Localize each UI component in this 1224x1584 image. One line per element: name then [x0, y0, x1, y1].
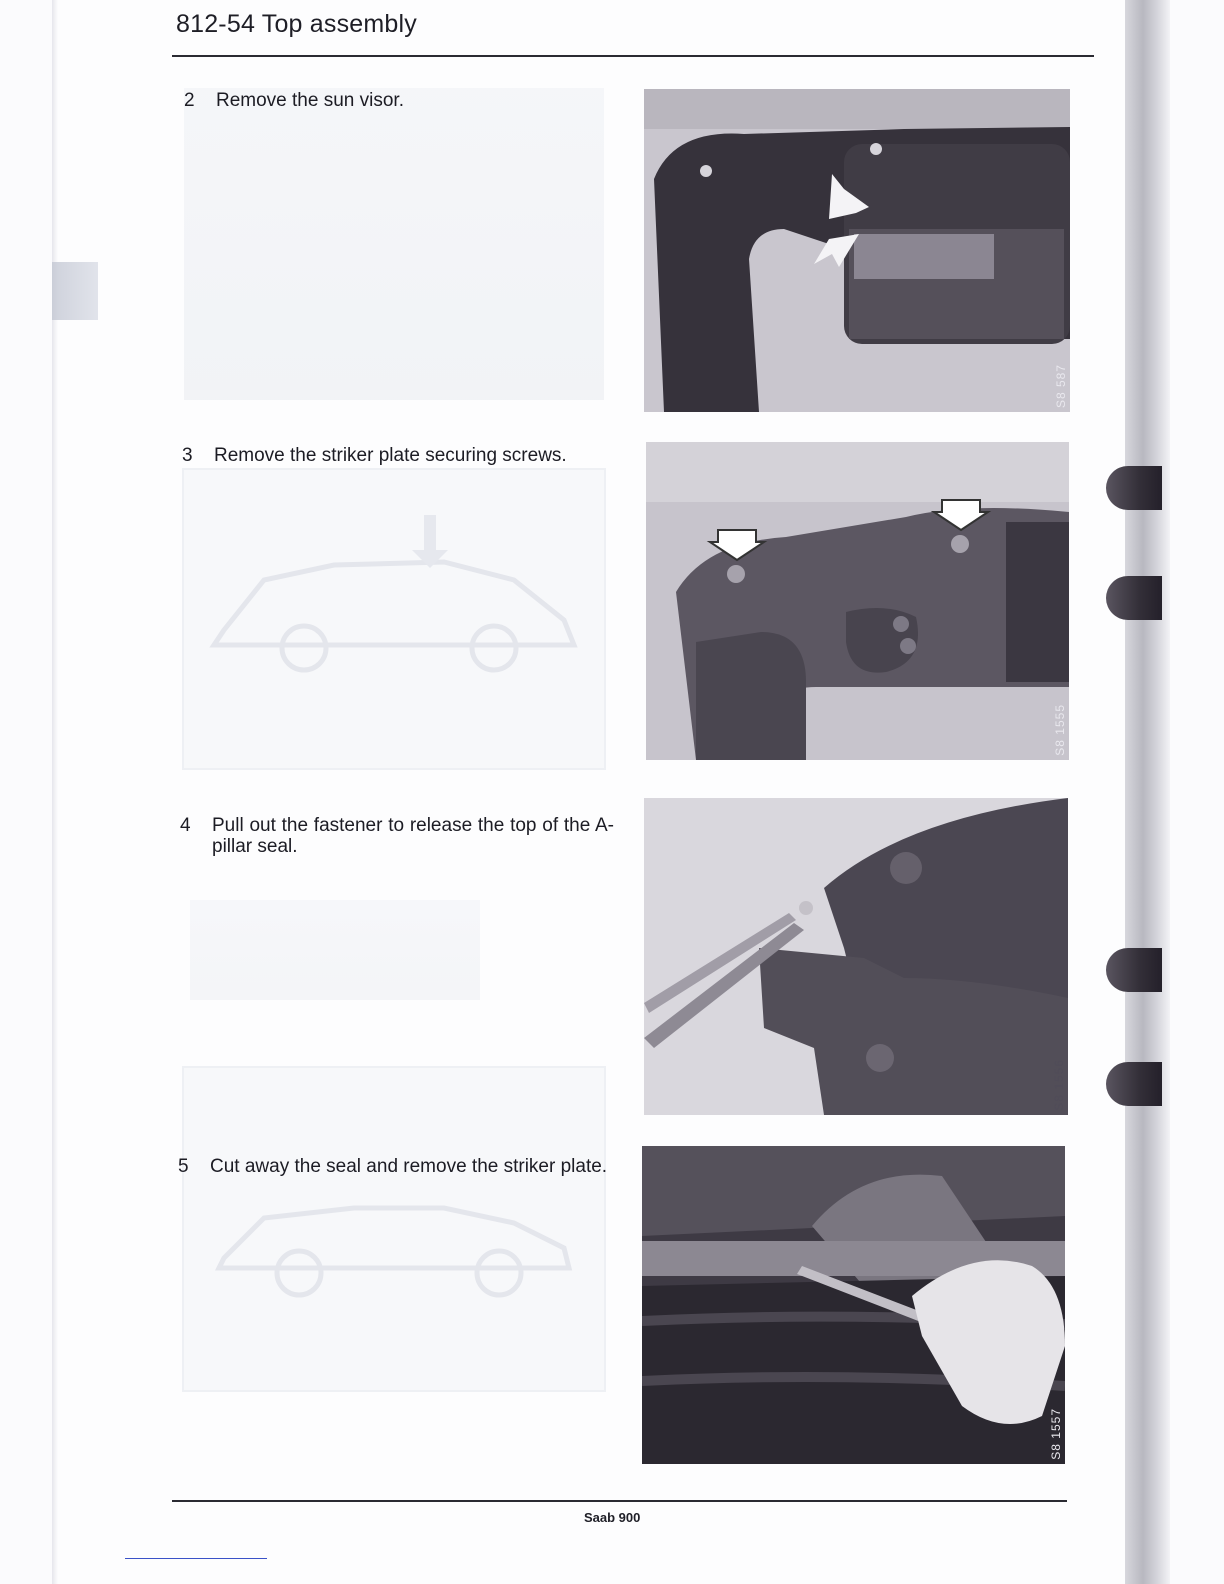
page-edge — [52, 0, 58, 1584]
photo-code: S8 1556 — [1052, 1059, 1066, 1111]
footer-model: Saab 900 — [584, 1510, 641, 1525]
photo-code: S8 587 — [1054, 363, 1068, 408]
binder-ring — [1106, 466, 1162, 510]
bleed-through-frame — [182, 468, 606, 770]
step-text: Pull out the fastener to release the top of the A-pillar seal. — [212, 815, 614, 857]
footer-rule — [172, 1500, 1067, 1502]
convertible-outline-bleed — [184, 1068, 604, 1390]
step-text: Remove the striker plate securing screws. — [214, 445, 567, 466]
page-title: 812-54 Top assembly — [176, 10, 417, 38]
bleed-through-frame — [182, 1066, 606, 1392]
photo-fastener — [644, 798, 1068, 1115]
binder-shadow — [1125, 0, 1170, 1584]
bleed-through-blob — [190, 900, 480, 1000]
photo-sun-visor — [644, 89, 1070, 412]
binder-ring — [1106, 576, 1162, 620]
photo-cut-seal — [642, 1146, 1065, 1464]
index-tab — [52, 262, 98, 320]
footer-underline — [125, 1558, 267, 1559]
step-number: 3 — [182, 445, 193, 466]
step-number: 2 — [184, 90, 195, 111]
step-text: Cut away the seal and remove the striker plate. — [210, 1156, 608, 1177]
photo-striker-plate — [646, 442, 1069, 760]
binder-ring — [1106, 948, 1162, 992]
binder-ring — [1106, 1062, 1162, 1106]
step-number: 5 — [178, 1156, 189, 1177]
photo-code: S8 1555 — [1053, 704, 1067, 756]
step-text: Remove the sun visor. — [216, 90, 404, 111]
step-number: 4 — [180, 815, 191, 836]
bleed-through-image — [184, 88, 604, 400]
photo-code: S8 1557 — [1049, 1408, 1063, 1460]
car-outline-bleed — [184, 470, 604, 768]
header-rule — [172, 55, 1094, 57]
